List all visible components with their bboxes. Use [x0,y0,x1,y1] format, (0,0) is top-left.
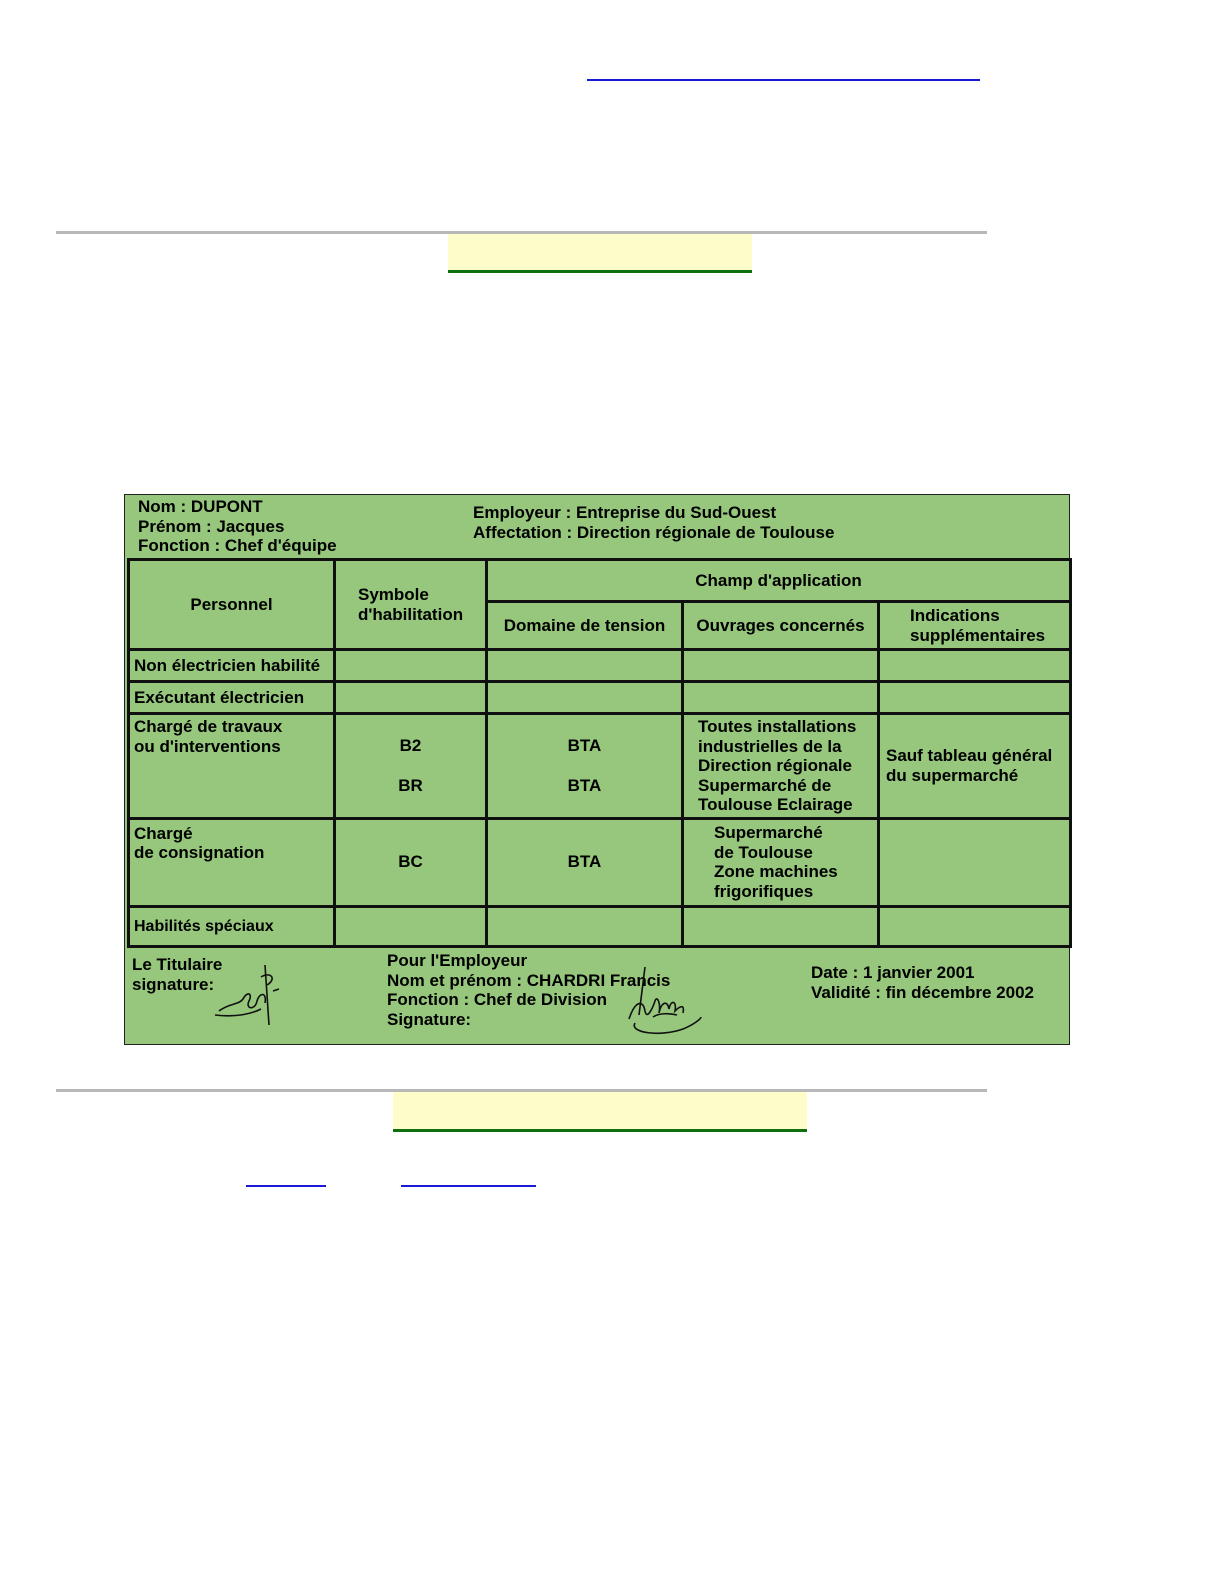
row-personnel: Chargé de consignation [129,818,335,906]
titulaire-label: Le Titulaire [132,955,223,974]
header-ouvrages: Ouvrages concernés [683,602,879,650]
table-row [129,650,1071,682]
header-domaine-tension: Domaine de tension [487,602,683,650]
holder-function: Fonction : Chef d'équipe [138,536,337,555]
row-symbole: BC [335,818,487,906]
top-link-underline[interactable] [587,79,980,81]
employer-label: Pour l'Employeur [387,951,528,970]
titulaire-signature-label: signature: [132,974,215,994]
header-symbole: Symbole d'habilitation [335,560,487,650]
habilitation-table [127,558,1072,948]
table-row [129,818,1071,906]
header-indications: Indications supplémentaires [879,602,1071,650]
row-personnel: Non électricien habilité [129,650,335,682]
row-indications: Sauf tableau général du supermarché [879,714,1071,818]
employer-signature-image [625,963,705,1041]
table-row [129,906,1071,946]
row-ouvrages: Supermarché de Toulouse Zone machines frigorifiques [683,818,879,906]
employer-signatory-name: Nom et prénom : CHARDRI Francis [387,970,671,990]
row-symbole: B2 BR [335,714,487,818]
validity-text: Validité : fin décembre 2002 [811,982,1034,1002]
employer-signatory-function: Fonction : Chef de Division [387,990,608,1009]
holder-name: Nom : DUPONT [138,497,263,516]
section-heading-band-2 [393,1092,807,1132]
employer-info [473,503,834,542]
titulaire-signature-image [213,963,283,1029]
row-domaine: BTA BTA [487,714,683,818]
header-personnel: Personnel [129,560,335,650]
table-row [129,714,1071,818]
header-champ-application: Champ d'application [487,560,1071,602]
habilitation-card [124,494,1070,1045]
table-row [129,682,1071,714]
row-personnel: Habilités spéciaux [129,906,335,946]
employer: Employeur : Entreprise du Sud-Ouest [473,503,777,522]
link-underline-2[interactable] [401,1185,536,1187]
validity-block [811,963,1034,1002]
employer-signature-label: Signature: [387,1009,472,1029]
titulaire-block [132,955,222,994]
holder-firstname: Prénom : Jacques [138,516,285,536]
section-heading-band-1 [448,234,752,273]
link-underline-1[interactable] [246,1185,326,1187]
row-ouvrages: Toutes installations industrielles de la Direction régionale Supermarché de Toulouse Eclairage [683,714,879,818]
row-personnel: Exécutant électricien [129,682,335,714]
row-personnel: Chargé de travaux ou d'interventions [129,714,335,818]
holder-info [138,497,337,556]
row-domaine: BTA [487,818,683,906]
assignment: Affectation : Direction régionale de Toulouse [473,522,835,542]
date-text: Date : 1 janvier 2001 [811,963,975,982]
